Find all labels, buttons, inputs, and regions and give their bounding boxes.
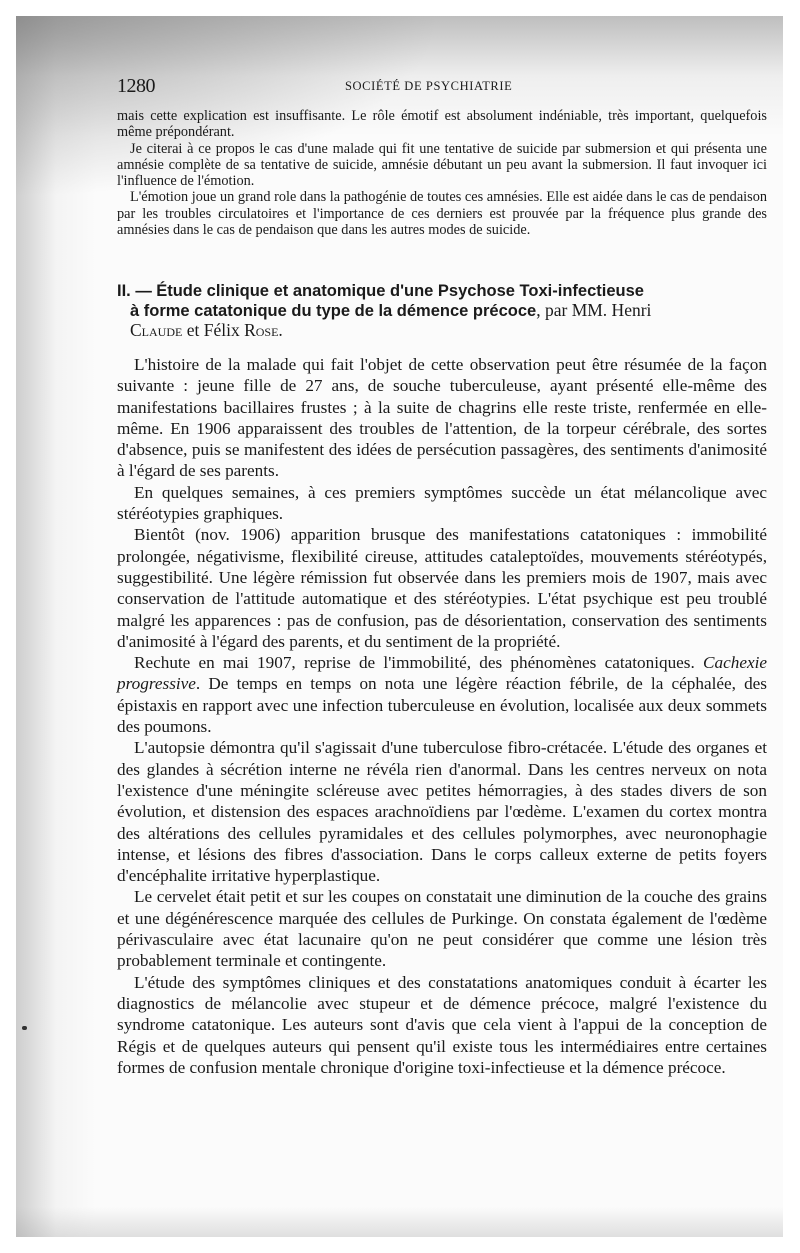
body-paragraph: En quelques semaines, à ces premiers symptômes succède un état mélancolique avec stéréotypies graphiques. [117,482,767,524]
intro-paragraph: mais cette explication est insuffisante. Le rôle émotif est absolument indéniable, très important, quelquefois même prépondérant. [117,108,767,141]
author-claude: Claude [130,320,183,340]
page-header [117,75,767,99]
section-title-line2 [117,301,767,321]
body-paragraph: L'autopsie démontra qu'il s'agissait d'une tuberculose fibro-crétacée. L'étude des organes et des glandes à sécrétion interne ne révéla rien d'anormal. Dans les centres nerveux on nota l'existence d'une méningite scléreuse avec petites hémorragies, à des stades divers de son évolution, et distension des espaces arachnoïdiens par l'œdème. L'examen du cortex montra des altérations des cellules pyramidales et des cellules polymorphes, avec neuronophagie intense, et lésions des fibres d'association. Dans le corps calleux externe de petits foyers d'encéphalite irritative hyperplastique. [117,738,767,886]
page-number: 1280 [117,75,155,97]
author-rose: Rose [244,320,279,340]
intro-paragraph: Je citerai à ce propos le cas d'une malade qui fit une tentative de suicide par submersion et qui présenta une amnésie complète de sa tentative de suicide, amnésie débutant un peu avant la submersion. Il faut invoquer ici l'influence de l'émotion. [117,140,767,189]
authors-line [117,321,767,340]
body-paragraph: Bientôt (nov. 1906) apparition brusque des manifestations catatoniques : immobilité prolongée, négativisme, flexibilité cireuse, attitudes cataleptoïdes, mouvements stéréotypés, suggestibilité. Une légère rémission fut observée dans les premiers mois de 1907, mais avec conservation de l'attitude automatique et des stéréotypies. L'état psychique est peu troublé malgré les apparences : pas de confusion, pas de désorientation, conservation des sentiments d'animosité à l'égard des parents, et du sentiment de la propriété. [117,525,767,651]
intro-paragraph: L'émotion joue un grand role dans la pathogénie de toutes ces amnésies. Elle est aidée dans le cas de pendaison par les troubles circulatoires et l'importance de ces derniers est prouvée par la fréquence plus grande des amnésies dans le cas de pendaison que dans les autres modes de suicide. [117,189,767,238]
byline-end: . [278,320,283,340]
body-text [117,354,767,1078]
section-heading [117,281,767,340]
byline: , par MM. Henri [536,300,652,320]
byline-and: et Félix [182,320,245,340]
italic-run: Cachexie progressive [117,653,767,694]
text-run: . De temps en temps on nota une légère réaction fébrile, de la céphalée, des épistaxis en rapport avec une infection tuberculeuse en évolution, localisée aux deux sommets des poumons. [117,674,767,737]
text-run: Rechute en mai 1907, reprise de l'immobilité, des phénomènes catatoniques. [134,653,704,673]
section-title-2: à forme catatonique du type de la démence précoce [130,302,537,320]
intro-text [117,108,767,238]
body-paragraph [117,652,767,737]
body-paragraph: L'étude des symptômes cliniques et des constatations anatomiques conduit à écarter les diagnostics de mélancolie avec stupeur et de démence précoce, malgré l'existence du syndrome catatonique. Les auteurs sont d'avis que cela vient à l'appui de la conception de Régis et de quelques auteurs qui pensent qu'il existe tous les intermédiaires entre certaines formes de confusion mentale chronique d'origine toxi-infectieuse et la démence précoce. [117,972,767,1077]
section-title-1: Étude clinique et anatomique d'une Psychose Toxi-infectieuse [156,282,644,300]
ink-speck [22,1026,27,1030]
body-paragraph: L'histoire de la malade qui fait l'objet de cette observation peut être résumée de la façon suivante : jeune fille de 27 ans, de souche tuberculeuse, ayant présenté elle-même des manifestations bacillaires frustes ; à la suite de chagrins elle reste triste, renfermée en elle-même. En 1906 apparaissent des troubles de l'attention, de la torpeur cérébrale, des sortes d'absence, puis se manifestent des idées de persécution passagères, des sentiments d'animosité à l'égard de ses parents. [117,355,767,481]
running-head: SOCIÉTÉ DE PSYCHIATRIE [345,79,513,93]
body-paragraph: Le cervelet était petit et sur les coupes on constatait une diminution de la couche des grains et une dégénérescence marquée des cellules de Purkinge. On constata également de l'œdème périvasculaire avec état lacunaire qu'on ne peut considérer que comme une lésion très probablement terminale et contingente. [117,887,767,971]
section-number: II. — [117,282,152,300]
